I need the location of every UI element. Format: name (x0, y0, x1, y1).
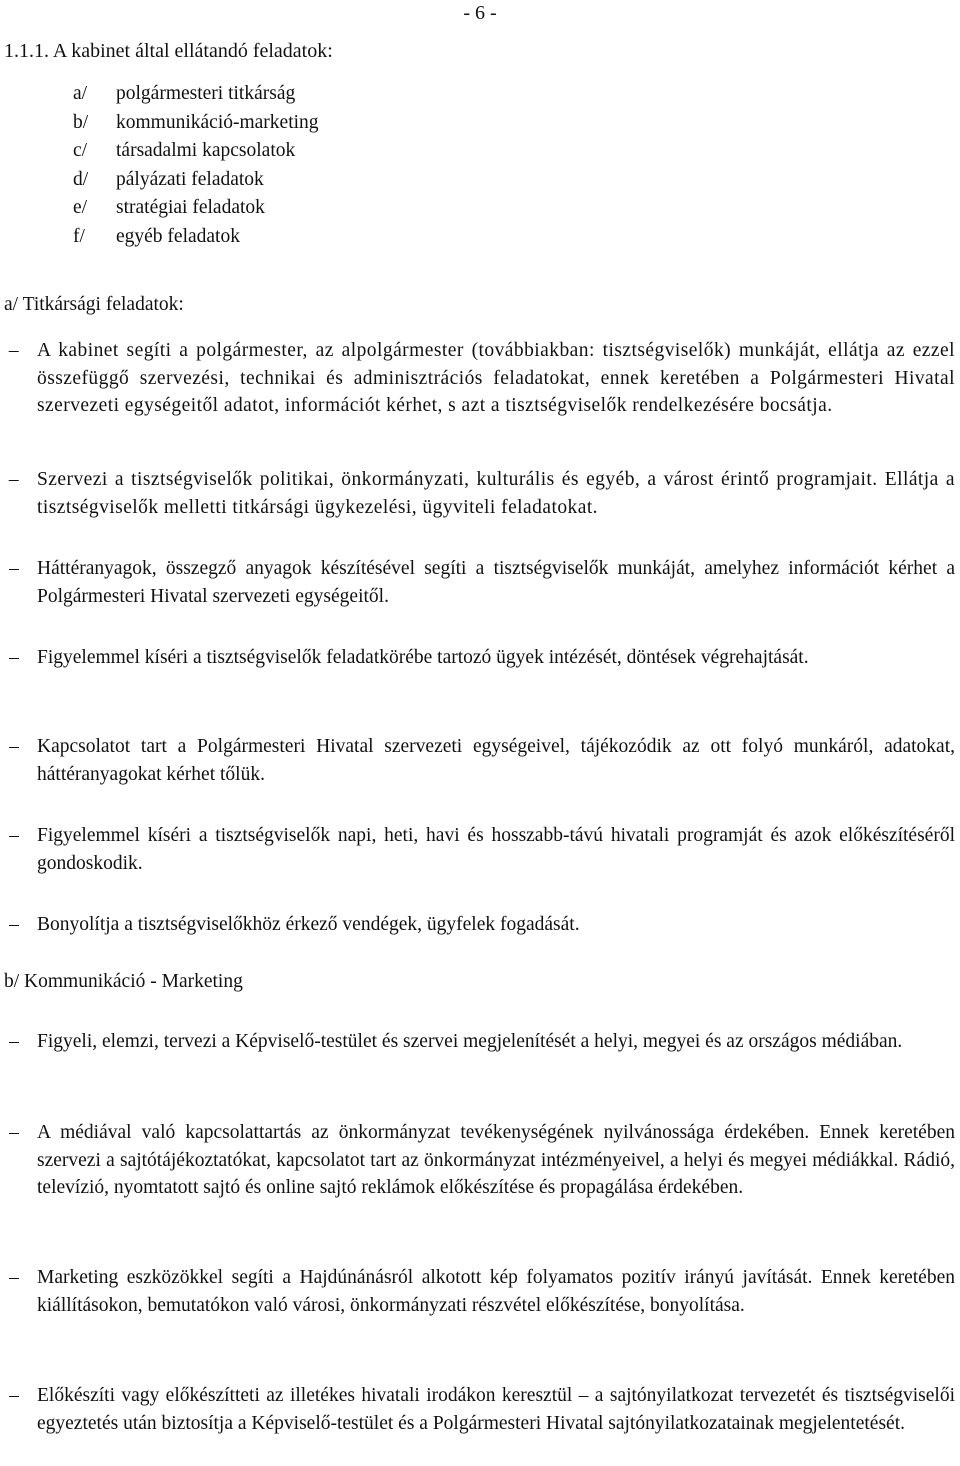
list-item-text: polgármesteri titkárság (116, 83, 296, 104)
bullet-paragraph (9, 911, 955, 939)
dash-bullet: – (9, 736, 19, 757)
dash-bullet: – (9, 825, 19, 846)
list-item-letter: e/ (73, 197, 88, 218)
paragraph-text: Háttéranyagok, összegző anyagok készítésével segíti a tisztségviselők munkáját, amelyhez információt kérhet a Polgármesteri Hivatal szervezeti egységeitől. (37, 558, 955, 607)
paragraph-text: A kabinet segíti a polgármester, az alpolgármester (továbbiakban: tisztségviselők) munkáját, ellátja az ezzel összefüggő szervezési, technikai és adminisztrációs feladatokat, ennek keretében a Polgármesteri Hivatal szervezeti egységeitől adatot, információt kérhet, s azt a tisztségviselők rendelkezésére bocsátja. (37, 340, 955, 417)
list-item (73, 166, 319, 195)
list-item (73, 194, 319, 223)
dash-bullet: – (9, 647, 19, 668)
bullet-paragraph (9, 1028, 955, 1056)
section-heading: 1.1.1. A kabinet által ellátandó feladatok: (4, 40, 333, 62)
page-number: - 6 - (463, 2, 497, 24)
dash-bullet: – (9, 558, 19, 579)
paragraph-text: A médiával való kapcsolattartás az önkormányzat tevékenységének nyilvánossága érdekében. Ennek keretében szervezi a sajtótájékoztatókat, kapcsolatot tart az önkormányzat intézményeivel, a helyi és megyei médiákkal. Rádió, televízió, nyomtatott sajtó és online sajtó reklámok előkészítése és propagálása érdekében. (37, 1122, 955, 1199)
list-item-letter: b/ (73, 111, 89, 133)
dash-bullet: – (8, 469, 20, 490)
paragraph-text: Figyeli, elemzi, tervezi a Képviselő-testület és szervei megjelenítését a helyi, megyei és az országos médiában. (37, 1031, 903, 1052)
paragraph-text: Figyelemmel kíséri a tisztségviselők feladatkörébe tartozó ügyek intézését, döntések végrehajtását. (37, 647, 809, 668)
list-item-text: stratégiai feladatok (116, 197, 265, 218)
bullet-paragraph (9, 733, 955, 788)
dash-bullet: – (9, 1385, 19, 1406)
list-item-text: pályázati feladatok (116, 168, 264, 190)
bullet-paragraph (8, 466, 955, 521)
bullet-paragraph (9, 644, 955, 672)
paragraph-text: Szervezi a tisztségviselők politikai, önkormányzati, kulturális és egyéb, a várost érintő programjait. Ellátja a tisztségviselők melletti titkársági ügykezelési, ügyviteli feladatokat. (37, 469, 955, 518)
list-item-letter: c/ (73, 140, 88, 161)
section-title-kommunikacio: b/ Kommunikáció - Marketing (4, 971, 243, 992)
list-item (73, 137, 319, 166)
list-item-text: társadalmi kapcsolatok (116, 140, 296, 161)
dash-bullet: – (8, 340, 20, 361)
bullet-paragraph (9, 1119, 955, 1202)
list-item (73, 80, 319, 109)
task-overview-list (73, 80, 319, 251)
list-item (73, 109, 319, 138)
paragraph-text: Bonyolítja a tisztségviselőkhöz érkező vendégek, ügyfelek fogadását. (37, 914, 580, 935)
list-item (73, 223, 319, 252)
paragraph-text: Előkészíti vagy előkészítteti az illetékes hivatali irodákon keresztül – a sajtónyilatkozat tervezetét és tisztségviselői egyeztetés után biztosítja a Képviselő-testület és a Polgármesteri Hivatal sajtónyilatkozatainak megjelentetését. (37, 1385, 955, 1434)
dash-bullet: – (9, 914, 19, 935)
bullet-paragraph (9, 1382, 955, 1437)
paragraph-text: Figyelemmel kíséri a tisztségviselők napi, heti, havi és hosszabb-távú hivatali programját és azok előkészítéséről gondoskodik. (37, 825, 955, 874)
list-item-text: kommunikáció-marketing (116, 111, 319, 133)
paragraph-text: Kapcsolatot tart a Polgármesteri Hivatal szervezeti egységeivel, tájékozódik az ott folyó munkáról, adatokat, háttéranyagokat kérhet tőlük. (37, 736, 955, 785)
dash-bullet: – (9, 1122, 19, 1143)
bullet-paragraph (9, 555, 955, 610)
dash-bullet: – (9, 1267, 19, 1288)
bullet-paragraph (9, 1264, 955, 1319)
bullet-paragraph (9, 822, 955, 877)
dash-bullet: – (9, 1031, 19, 1052)
list-item-letter: f/ (73, 225, 85, 247)
paragraph-text: Marketing eszközökkel segíti a Hajdúnánásról alkotott kép folyamatos pozitív irányú javítását. Ennek keretében kiállításokon, bemutatókon való városi, önkormányzati részvétel előkészítése, bonyolítása. (37, 1267, 955, 1316)
list-item-letter: d/ (73, 168, 89, 190)
section-title-titkarsagi: a/ Titkársági feladatok: (4, 294, 184, 315)
bullet-paragraph (8, 337, 955, 420)
list-item-text: egyéb feladatok (116, 225, 240, 247)
list-item-letter: a/ (73, 83, 88, 104)
